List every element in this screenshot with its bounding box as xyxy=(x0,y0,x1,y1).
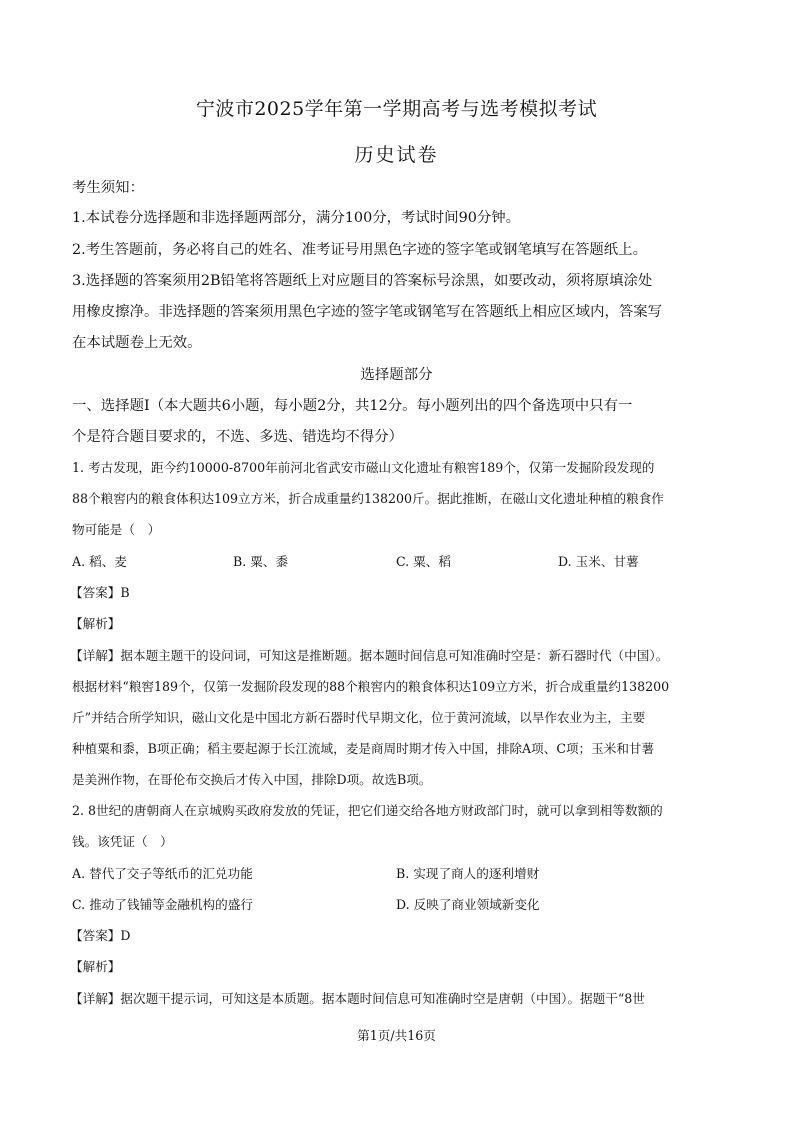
q1-detail-line-3: 斤”并结合所学知识，磁山文化是中国北方新石器时代早期文化，位于黄河流域，以旱作农业为主，主要 xyxy=(72,710,646,725)
q1-option-a: A. 稻、麦 xyxy=(72,554,127,569)
part1-heading-line-2: 个是符合题目要求的，不选、多选、错选均不得分） xyxy=(72,429,403,445)
q2-answer: 【答案】D xyxy=(70,928,131,943)
exam-title: 宁波市2025学年第一学期高考与选考模拟考试 xyxy=(195,98,598,120)
q1-stem-line-1: 1. 考古发现，距今约10000-8700年前河北省武安市磁山文化遗址有粮窖189个，仅第一发掘阶段发现的 xyxy=(72,460,655,475)
notice-item-3-line-2: 用橡皮擦净。非选择题的答案须用黑色字迹的签字笔或钢笔写在答题纸上相应区域内，答案写 xyxy=(72,304,663,320)
q2-option-a: A. 替代了交子等纸币的汇兑功能 xyxy=(72,866,253,881)
notice-item-3-line-3: 在本试题卷上无效。 xyxy=(72,335,202,351)
q1-detail-line-2: 根据材料“粮窖189个，仅第一发掘阶段发现的88个粮窖内的粮食体积达109立方米，折合成重量约138200 xyxy=(72,679,670,694)
notice-item-2: 2.考生答题前，务必将自己的姓名、准考证号用黑色字迹的签字笔或钢笔填写在答题纸上。 xyxy=(72,242,647,258)
q2-option-d: D. 反映了商业领域新变化 xyxy=(396,897,540,912)
q1-option-c: C. 粟、稻 xyxy=(396,554,451,569)
notice-item-3-line-1: 3.选择题的答案须用2B铅笔将答题纸上对应题目的答案标号涂黑，如要改动，须将原填涂处 xyxy=(72,273,653,289)
q2-option-c: C. 推动了钱铺等金融机构的盛行 xyxy=(72,897,253,912)
q1-option-d: D. 玉米、甘薯 xyxy=(558,554,639,569)
q1-stem-line-2: 88个粮窖内的粮食体积达109立方米，折合成重量约138200斤。据此推断，在磁山文化遗址种植的粮食作 xyxy=(72,491,664,506)
section-title: 选择题部分 xyxy=(360,367,433,383)
q2-option-b: B. 实现了商人的逐利增财 xyxy=(396,866,540,881)
notice-heading: 考生须知： xyxy=(72,180,144,196)
q2-stem-line-2: 钱。该凭证（ ） xyxy=(72,834,173,849)
q2-analysis-label: 【解析】 xyxy=(70,959,121,974)
q1-answer: 【答案】B xyxy=(70,585,130,600)
q1-detail-line-1: 【详解】据本题主题干的设问词，可知这是推断题。据本题时间信息可知准确时空是：新石器时代（中国）。 xyxy=(70,648,669,663)
q1-stem-line-3: 物可能是（ ） xyxy=(72,522,161,537)
q1-detail-line-5: 是美洲作物，在哥伦布交换后才传入中国，排除D项。故选B项。 xyxy=(72,772,432,787)
page-number-footer: 第1页/共16页 xyxy=(357,1028,436,1043)
q1-detail-line-4: 种植粟和黍，B项正确；稻主要起源于长江流域，麦是商周时期才传入中国，排除A项、C项；玉米和甘薯 xyxy=(72,741,655,756)
q1-option-b: B. 粟、黍 xyxy=(233,554,289,569)
part1-heading-line-1: 一、选择题Ⅰ（本大题共6小题，每小题2分，共12分。每小题列出的四个备选项中只有一 xyxy=(72,398,633,414)
q2-stem-line-1: 2. 8世纪的唐朝商人在京城购买政府发放的凭证，把它们递交给各地方财政部门时，就可以拿到相等数额的 xyxy=(72,803,663,818)
q1-analysis-label: 【解析】 xyxy=(70,616,121,631)
q2-detail-line-1: 【详解】据次题干提示词，可知这是本质题。据本题时间信息可知准确时空是唐朝（中国）。据题干“8世 xyxy=(70,991,645,1006)
exam-subtitle: 历史试卷 xyxy=(354,144,439,166)
notice-item-1: 1.本试卷分选择题和非选择题两部分，满分100分，考试时间90分钟。 xyxy=(72,210,521,226)
